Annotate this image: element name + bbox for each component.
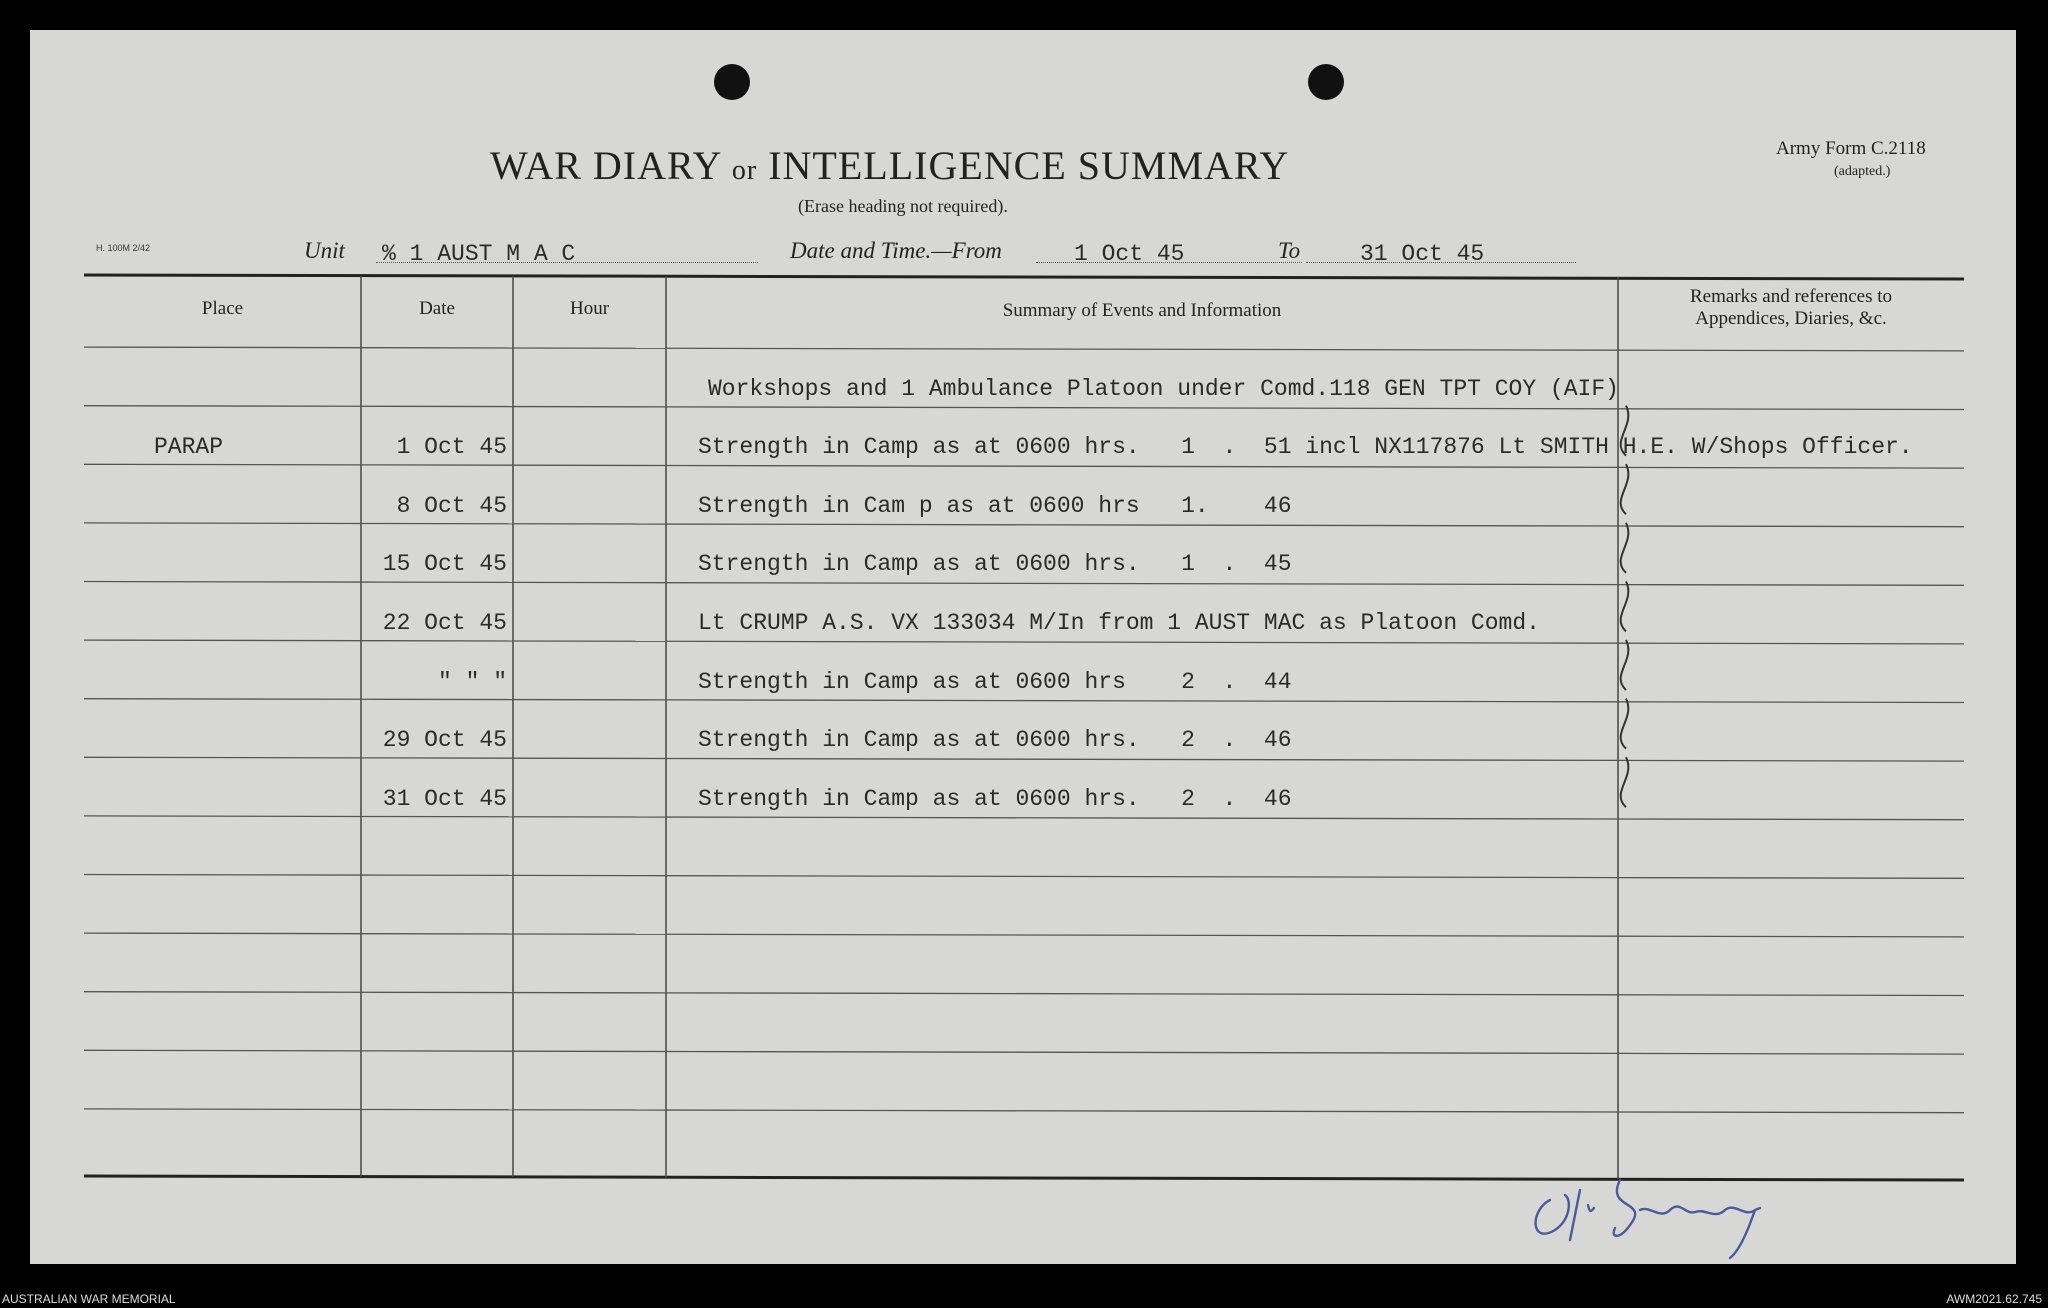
row-date: 1 Oct 45 [396, 434, 507, 461]
title-left: WAR DIARY [490, 143, 721, 188]
diary-sheet [30, 30, 2016, 1264]
row-summary: Strength in Camp as at 0600 hrs. 2 . 46 [698, 727, 1292, 754]
row-rule [84, 757, 361, 758]
col-place-header: Place [201, 298, 244, 319]
row-rule [1618, 878, 1964, 879]
table-grid [30, 30, 2016, 1264]
row-rule [1618, 467, 1964, 468]
row-rule [666, 583, 1618, 585]
title-or: or [731, 155, 758, 186]
row-rule [666, 407, 1618, 409]
army-form-label: Army Form C.2118 [1776, 138, 1926, 159]
footer-left: AUSTRALIAN WAR MEMORIAL [2, 1292, 176, 1306]
row-rule [666, 641, 1618, 643]
col-remarks-header-1: Remarks and references to [1689, 286, 1893, 307]
row-rule [666, 817, 1618, 819]
row-rule [84, 582, 361, 583]
row-rule [84, 699, 361, 700]
print-code: H. 100M 2/42 [96, 243, 151, 253]
row-date: 8 Oct 45 [396, 492, 507, 519]
tick-mark [1621, 757, 1629, 807]
date-from-value: 1 Oct 45 [1074, 241, 1185, 267]
tick-mark [1621, 523, 1629, 573]
row-summary: Strength in Camp as at 0600 hrs 2 . 44 [698, 668, 1292, 695]
row-date: 15 Oct 45 [382, 551, 507, 578]
row-rule [666, 1110, 1618, 1112]
tick-mark [1621, 699, 1629, 749]
row-rule [1618, 1112, 1964, 1113]
row-rule [84, 933, 361, 934]
row-rule [1618, 1053, 1964, 1054]
row-rule [84, 640, 361, 641]
row-summary: Strength in Camp as at 0600 hrs. 2 . 46 [698, 785, 1292, 812]
row-rule [666, 348, 1618, 350]
signature-mark [1510, 1150, 1830, 1260]
row-rule [666, 876, 1618, 878]
row-rule [84, 464, 361, 465]
row-rule [1618, 702, 1964, 703]
row-rule [666, 524, 1618, 526]
date-to-value: 31 Oct 45 [1360, 241, 1485, 267]
row-rule [1618, 819, 1964, 820]
row-summary: Lt CRUMP A.S. VX 133034 M/In from 1 AUST MAC as Platoon Comd. [698, 610, 1540, 636]
col-summary-header: Summary of Events and Information [1002, 300, 1282, 321]
tick-mark [1621, 464, 1629, 514]
row-rule [666, 758, 1618, 760]
row-rule [666, 700, 1618, 702]
date-from-label: Date and Time.—From [790, 238, 1002, 263]
row-rule [1618, 409, 1964, 410]
unit-label: Unit [304, 238, 345, 263]
row-summary: Strength in Camp as at 0600 hrs. 1 . 45 [698, 551, 1292, 578]
row-rule [666, 993, 1618, 995]
row-rule [84, 1109, 361, 1110]
row-rule [1618, 760, 1964, 761]
row-date: 29 Oct 45 [382, 727, 507, 754]
row-rule [1618, 350, 1964, 351]
row-rule [1618, 526, 1964, 527]
row-date: 31 Oct 45 [382, 785, 507, 812]
row-summary: Strength in Cam p as at 0600 hrs 1. 46 [698, 492, 1292, 519]
row-rule [1618, 643, 1964, 644]
row-place: PARAP [154, 434, 224, 461]
row-rule [84, 406, 361, 407]
row-date: " " " [437, 668, 507, 695]
col-date-header: Date [419, 298, 455, 319]
row-rule [84, 523, 361, 524]
footer-right: AWM2021.62.745 [1946, 1292, 2042, 1306]
row-rule [666, 1051, 1618, 1053]
row-rule [84, 992, 361, 993]
col-remarks-header-2: Appendices, Diaries, &c. [1695, 308, 1887, 329]
row-rule [1618, 995, 1964, 996]
row-summary: Workshops and 1 Ambulance Platoon under Comd.118 GEN TPT COY (AIF) [708, 375, 1619, 402]
row-rule [1618, 585, 1964, 586]
tick-mark [1621, 581, 1629, 631]
erase-note: (Erase heading not required). [798, 196, 1008, 216]
adapted-label: (adapted.) [1834, 164, 1891, 179]
row-rule [84, 1050, 361, 1051]
row-rule [1618, 936, 1964, 937]
unit-value: % 1 AUST M A C [382, 241, 576, 267]
row-rule [666, 934, 1618, 936]
row-rule [666, 465, 1618, 467]
row-date: 22 Oct 45 [382, 610, 507, 636]
tick-marks [1621, 406, 1629, 808]
col-hour-header: Hour [569, 298, 610, 319]
tick-mark [1621, 640, 1629, 690]
row-rule [84, 347, 361, 348]
row-rule [84, 816, 361, 817]
row-summary: Strength in Camp as at 0600 hrs. 1 . 51 incl NX117876 Lt SMITH H.E. W/Shops Officer. [698, 434, 1913, 461]
title-right: INTELLIGENCE SUMMARY [768, 143, 1290, 188]
date-to-label: To [1278, 238, 1301, 263]
row-rule [84, 875, 361, 876]
